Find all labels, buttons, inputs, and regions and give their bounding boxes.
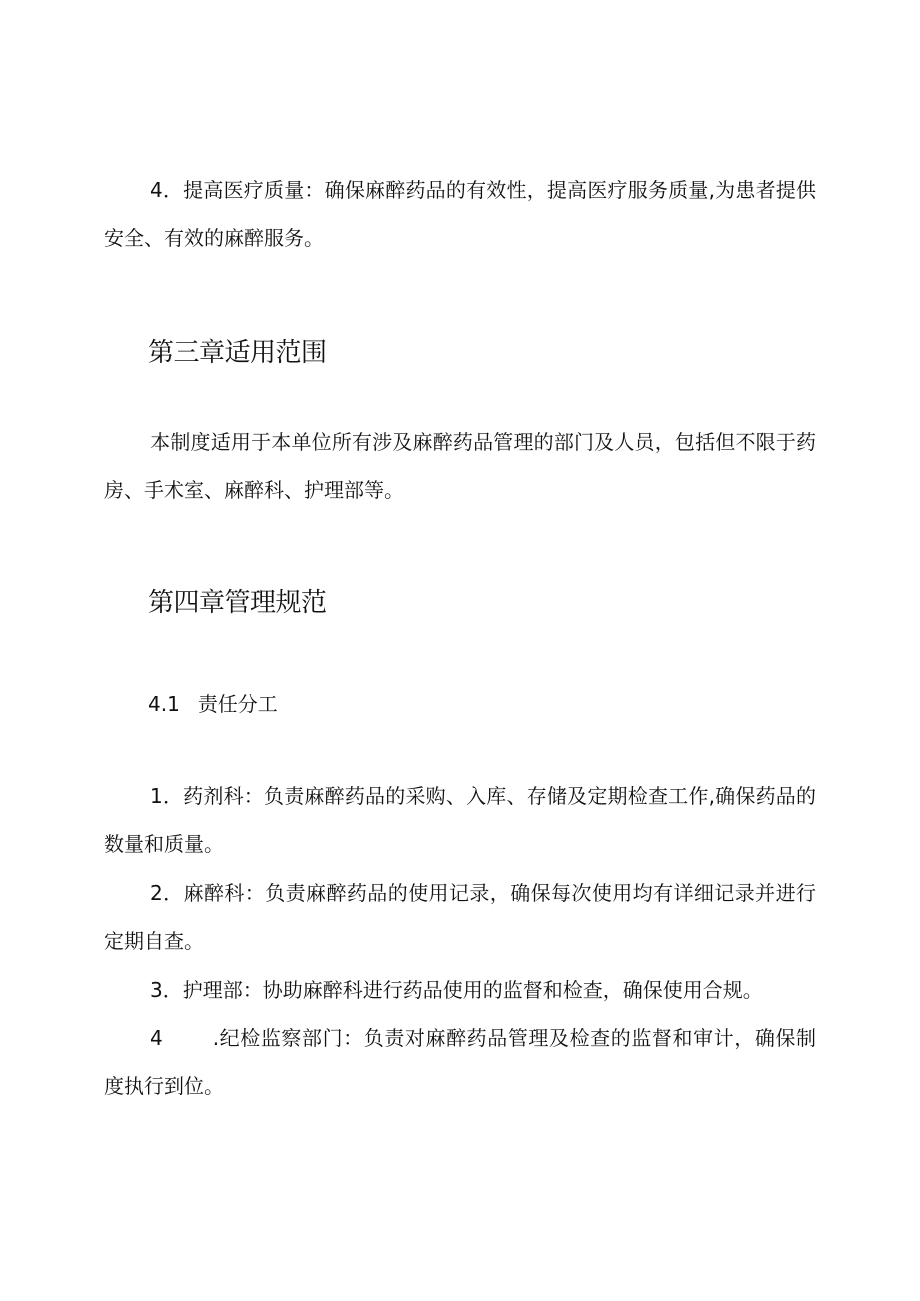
- item-text: ．护理部：协助麻醉科进行药品使用的监督和检查，确保使用合规。: [162, 978, 763, 1002]
- item-number: 2: [150, 881, 163, 905]
- list-item: [104, 966, 816, 1014]
- section-title: 责任分工: [197, 692, 278, 716]
- chapter-3-body: [104, 418, 816, 514]
- item-text: ．麻醉科：负责麻醉药品的使用记录，确保每次使用均有详细记录并进行定期自查。: [104, 881, 816, 953]
- list-item: [104, 1014, 816, 1110]
- chapter-4-title: 第四章管理规范: [148, 588, 327, 618]
- item-number: 4: [150, 178, 163, 202]
- list-item: [104, 869, 816, 965]
- chapter-3-title: 第三章适用范围: [148, 338, 327, 368]
- item-text: ．提高医疗质量：确保麻醉药品的有效性，提高医疗服务质量,为患者提供安全、有效的麻醉服务。: [104, 178, 816, 250]
- section-number: 4.1: [148, 692, 180, 716]
- list-item: [104, 772, 816, 868]
- chapter-3-body-text: 本制度适用于本单位所有涉及麻醉药品管理的部门及人员，包括但不限于药房、手术室、麻醉科、护理部等。: [104, 430, 816, 502]
- item-text: ．药剂科：负责麻醉药品的采购、入库、存储及定期检查工作,确保药品的数量和质量。: [104, 784, 816, 856]
- item-number: 3: [150, 978, 163, 1002]
- item-number: 1: [150, 784, 163, 808]
- item-text: .纪检监察部门：负责对麻醉药品管理及检查的监督和审计，确保制度执行到位。: [104, 1026, 816, 1098]
- paragraph-improve-quality: [104, 166, 816, 262]
- section-4-1-heading: [148, 688, 278, 717]
- item-number: 4: [150, 1026, 163, 1050]
